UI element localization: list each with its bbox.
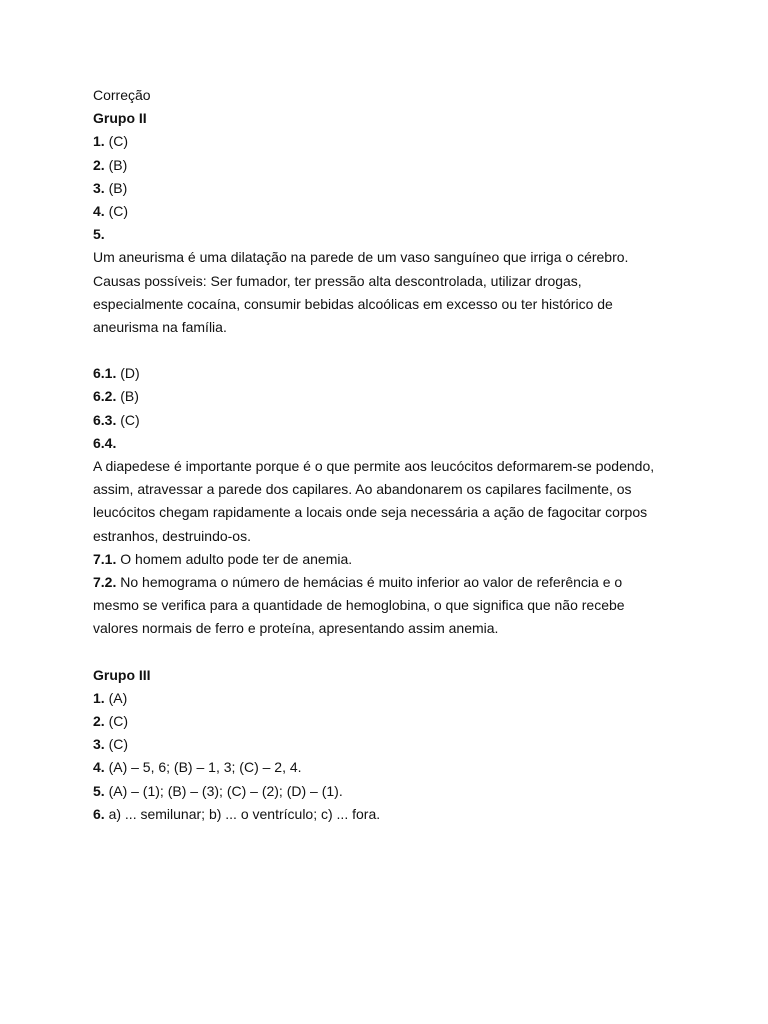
question-number: 6.1. [93,365,117,382]
answer-g2-2 [93,154,693,177]
answer-text: a) ... semilunar; b) ... o ventrículo; c) ... fora. [108,805,381,822]
answer-g2-7-1 [93,548,693,571]
answer-g3-1 [93,687,693,710]
answer-text: (D) [120,365,140,382]
answer-text: (A) [108,689,128,706]
group-2-title: Grupo II [93,110,147,127]
group-3-title: Grupo III [93,666,151,683]
answer-text: (B) [108,179,128,196]
answer-text: (B) [108,156,128,173]
question-number: 5. [93,782,105,799]
answer-g2-6-4-line-3: leucócitos chegam rapidamente a locais onde seja necessária a ação de fagocitar corpos [93,504,648,521]
paragraph-spacer [93,339,693,362]
answer-text: (C) [120,411,140,428]
answer-g2-6-2 [93,385,693,408]
question-number: 3. [93,736,105,753]
question-number: 2. [93,713,105,730]
answer-g2-6-3 [93,409,693,432]
question-number: 4. [93,202,105,219]
question-number-g2-5: 5. [93,226,105,243]
answer-text: (A) – 5, 6; (B) – 1, 3; (C) – 2, 4. [108,759,302,776]
answer-g2-3 [93,177,693,200]
document-heading: Correção [93,87,151,103]
answer-g2-6-4-line-1: A diapedese é importante porque é o que permite aos leucócitos deformarem-se podendo, [93,458,655,474]
question-number: 6. [93,805,105,822]
answer-text: (C) [108,133,129,150]
answer-g2-1 [93,130,693,153]
answer-g2-6-1 [93,362,693,385]
question-number: 7.2. [93,573,117,590]
answer-g3-6 [93,803,693,826]
answer-g2-6-4-line-4: estranhos, destruindo-os. [93,527,251,544]
question-number: 7.1. [93,550,117,567]
answer-text: (B) [120,388,139,405]
question-number: 2. [93,156,105,173]
answer-g2-7-2-line-1 [93,571,693,594]
paragraph-spacer [93,641,693,664]
answer-g2-4 [93,200,693,223]
question-number: 1. [93,133,105,150]
question-number: 6.3. [93,411,117,428]
answer-text: No hemograma o número de hemácias é muito inferior ao valor de referência e o [120,573,623,590]
question-number: 6.2. [93,388,117,405]
answer-g3-5 [93,780,693,803]
question-number: 1. [93,689,105,706]
answer-text: (C) [108,202,129,219]
answer-text: O homem adulto pode ter de anemia. [120,550,353,567]
answer-g2-5-line-2: Causas possíveis: Ser fumador, ter pressão alta descontrolada, utilizar drogas, [93,272,582,289]
answer-key-page [93,84,693,826]
question-number: 4. [93,759,105,776]
answer-g3-2 [93,710,693,733]
answer-g2-7-2-line-2: mesmo se verifica para a quantidade de hemoglobina, o que significa que não recebe [93,597,625,614]
answer-text: (A) – (1); (B) – (3); (C) – (2); (D) – (1). [108,782,343,799]
answer-g2-7-2-line-3: valores normais de ferro e proteína, apresentando assim anemia. [93,620,499,637]
answer-g2-6-4-line-2: assim, atravessar a parede dos capilares. Ao abandonarem os capilares facilmente, os [93,481,632,498]
answer-g2-5-line-1: Um aneurisma é uma dilatação na parede de um vaso sanguíneo que irriga o cérebro. [93,249,629,266]
question-number: 3. [93,179,105,196]
answer-g2-5-line-3: especialmente cocaína, consumir bebidas alcoólicas em excesso ou ter histórico de [93,295,613,312]
answer-text: (C) [108,713,129,730]
answer-text: (C) [108,736,129,753]
answer-g2-5-line-4: aneurisma na família. [93,318,227,335]
answer-g3-4 [93,756,693,779]
answer-g3-3 [93,733,693,756]
question-number-g2-6-4: 6.4. [93,434,117,451]
